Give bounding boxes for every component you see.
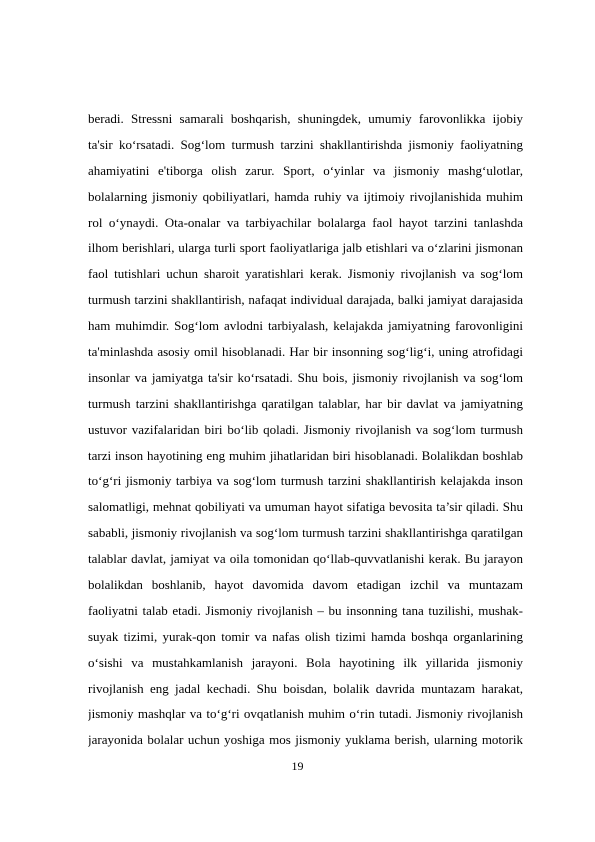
text-line: ilhom berishlari, ularga turli sport faoliyatlariga jalb etishlari va o‘zlarini jismonan	[88, 240, 523, 256]
text-line: o‘sishi va mustahkamlanish jarayoni. Bola hayotining ilk yillarida jismoniy	[88, 654, 523, 670]
text-line: ustuvor vazifalaridan biri bo‘lib qoladi. Jismoniy rivojlanish va sog‘lom turmush	[88, 421, 523, 437]
text-line: beradi. Stressni samarali boshqarish, shuningdek, umumiy farovonlikka ijobiy	[88, 111, 523, 126]
text-line: ham muhimdir. Sog‘lom avlodni tarbiyalash, kelajakda jamiyatning farovonligini	[88, 318, 523, 334]
text-line: turmush tarzini shakllantirish, nafaqat individual darajada, balki jamiyat darajasida	[88, 292, 523, 308]
text-line: jarayonida bolalar uchun yoshiga mos jismoniy yuklama berish, ularning motorik	[88, 732, 523, 748]
text-line: faol tutishlari uchun sharoit yaratishlari kerak. Jismoniy rivojlanish va sog‘lom	[88, 266, 523, 282]
text-line: turmush tarzini shakllantirishga qaratilgan talablar, har bir davlat va jamiyatning	[88, 395, 523, 411]
text-line: ta'sir ko‘rsatadi. Sog‘lom turmush tarzini shakllantirishda jismoniy faoliyatning	[88, 136, 523, 152]
text-line: bolalikdan boshlanib, hayot davomida davom etadigan izchil va muntazam	[88, 577, 523, 593]
text-line: sababli, jismoniy rivojlanish va sog‘lom turmush tarzini shakllantirishga qaratilgan	[88, 525, 523, 541]
body-text	[88, 106, 523, 753]
page-number: 19	[291, 759, 304, 773]
text-line: ta'minlashda asosiy omil hisoblanadi. Har bir insonning sog‘lig‘i, uning atrofidagi	[88, 344, 523, 360]
text-line: talablar davlat, jamiyat va oila tomonidan qo‘llab-quvvatlanishi kerak. Bu jarayon	[88, 551, 523, 567]
text-line: faoliyatni talab etadi. Jismoniy rivojlanish – bu insonning tana tuzilishi, mushak-	[88, 602, 523, 618]
text-line: to‘g‘ri jismoniy tarbiya va sog‘lom turmush tarzini shakllantirish kelajakda inson	[88, 473, 523, 489]
text-line: bolalarning jismoniy qobiliyatlari, hamda ruhiy va ijtimoiy rivojlanishida muhim	[88, 188, 523, 204]
text-line: ahamiyatini e'tiborga olish zarur. Sport, o‘yinlar va jismoniy mashg‘ulotlar,	[88, 162, 523, 178]
text-line: rol o‘ynaydi. Ota-onalar va tarbiyachilar bolalarga faol hayot tarzini tanlashda	[88, 214, 523, 230]
text-line: tarzi inson hayotining eng muhim jihatlaridan biri hisoblanadi. Bolalikdan boshlab	[88, 447, 523, 463]
text-line: rivojlanish eng jadal kechadi. Shu boisdan, bolalik davrida muntazam harakat,	[88, 680, 523, 696]
text-line: insonlar va jamiyatga ta'sir ko‘rsatadi. Shu bois, jismoniy rivojlanish va sog‘lom	[88, 369, 523, 385]
text-line: jismoniy mashqlar va to‘g‘ri ovqatlanish muhim o‘rin tutadi. Jismoniy rivojlanish	[88, 706, 523, 722]
text-line: suyak tizimi, yurak-qon tomir va nafas olish tizimi hamda boshqa organlarining	[88, 628, 523, 644]
text-line: salomatligi, mehnat qobiliyati va umuman hayot sifatiga bevosita ta’sir qiladi. Shu	[88, 499, 523, 515]
